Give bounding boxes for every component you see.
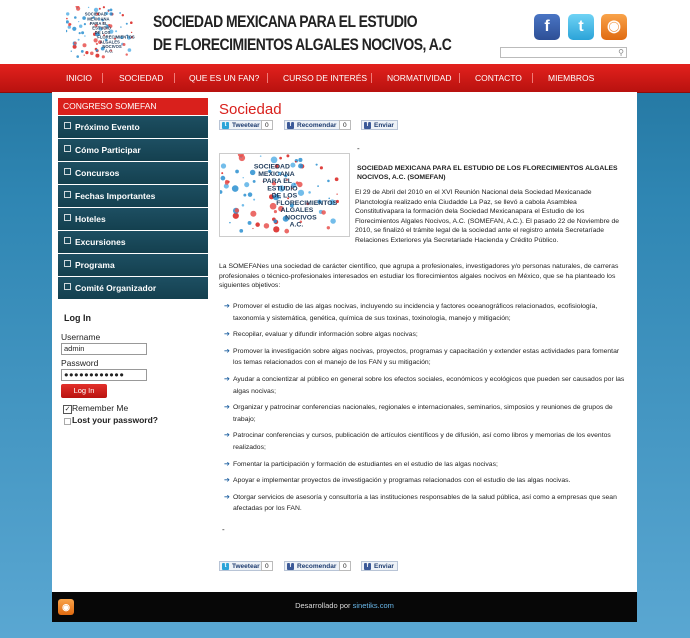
logo-dot: [78, 39, 80, 41]
sidebar-header: CONGRESO SOMEFAN: [58, 98, 208, 115]
tweet-count: 0: [261, 561, 273, 571]
logo-word: A.C.: [104, 48, 114, 54]
logo-dot: [102, 55, 105, 58]
logo-dot: [74, 16, 77, 19]
logo-dot: [110, 9, 113, 12]
recommend-button[interactable]: [284, 561, 340, 571]
logo-dot: [298, 163, 303, 168]
logo-word: FLORECIMIENTOS: [276, 199, 338, 207]
logo-dot: [79, 32, 81, 34]
sidebar-item-excursiones[interactable]: [58, 231, 208, 253]
logo-dot: [99, 8, 101, 10]
logo-dot: [108, 10, 109, 11]
logo-dot: [260, 155, 262, 157]
search-input[interactable]: [500, 47, 627, 58]
sidebar-item-comite-organizador[interactable]: [58, 277, 208, 299]
site-footer: [52, 592, 637, 622]
somefan-logo[interactable]: [66, 6, 138, 60]
objective-text: Ayudar a concientizar al público en general sobre los efectos sociales, económicos y ecológicos que pueden ser causados por las algas nocivas;: [233, 375, 625, 395]
main-nav: [0, 64, 690, 93]
send-button[interactable]: [361, 120, 398, 130]
sidebar-item-proximo-evento[interactable]: [58, 116, 208, 138]
sidebar-item-label: Próximo Evento: [75, 122, 140, 132]
nav-miembros[interactable]: MIEMBROS: [548, 73, 595, 83]
tweet-label: Tweetear: [232, 122, 260, 129]
facebook-icon: f: [287, 122, 294, 129]
logo-dot: [335, 177, 339, 181]
nav-curso-de-interes[interactable]: CURSO DE INTERÉS: [283, 73, 368, 83]
logo-dot: [66, 12, 69, 15]
nav-sociedad[interactable]: SOCIEDAD: [119, 73, 164, 83]
logo-dot: [76, 55, 79, 58]
site-title[interactable]: [153, 10, 451, 56]
logo-dot: [225, 180, 228, 183]
objective-item: [224, 301, 629, 324]
objective-text: Recopilar, evaluar y difundir información sobre algas nocivas;: [233, 331, 418, 339]
sidebar-item-label: Cómo Participar: [75, 145, 141, 155]
sidebar-item-label: Excursiones: [75, 237, 126, 247]
logo-dot: [66, 20, 69, 23]
recommend-label: Recomendar: [297, 122, 337, 129]
logo-dot: [296, 181, 299, 184]
separator-dash: -: [222, 525, 225, 534]
logo-word: NOCIVOS: [102, 43, 122, 49]
history-text: El 29 de Abril del 2010 en el XVI Reunión Nacional dela Sociedad Mexicanade Planctología realizado enla Ciudadde La Paz, se llevó a cabola Asamblea Constitutivapara la formación dela Sociedad Mexicanapara el Estudio de los Florecimientos Algales Nocivos, A.C. (SOMEFAN, A.C.). El pasado 22 de Noviembre de 2010, se finalizó el trámite legal de la sociedad ante el registro antela Secretaríade Relaciones Exteriores yla Secretaríade Hacienda y Crédito Público.: [355, 189, 620, 244]
sidebar-item-como-participar[interactable]: [58, 139, 208, 161]
logo-word: ALGALES: [99, 39, 120, 45]
logo-dot: [84, 35, 86, 37]
nav-separator: [267, 73, 268, 83]
logo-dot: [72, 27, 76, 31]
footer-credit: [52, 601, 637, 610]
remember-me-checkbox[interactable]: ✓: [64, 406, 71, 413]
twitter-icon[interactable]: t: [568, 14, 594, 40]
logo-dot: [83, 43, 87, 47]
objective-item: [224, 329, 629, 341]
logo-word: DE LOS: [94, 30, 111, 36]
facebook-icon: f: [364, 122, 371, 129]
logo-word: PARA EL: [89, 20, 108, 26]
password-label: Password: [61, 358, 99, 368]
logo-dot: [123, 43, 126, 46]
login-title: Log In: [64, 313, 91, 323]
logo-word: SOCIEDAD: [84, 11, 107, 17]
objective-text: Patrocinar conferencias y cursos, publicación de artículos científicos y de difusión, así como libros y memorias de los eventos realizados;: [233, 432, 611, 451]
sidebar-item-label: Fechas Importantes: [75, 191, 156, 201]
square-bullet-icon: [64, 214, 71, 221]
arrow-bullet-icon: ➔: [224, 347, 230, 355]
nav-separator: [459, 73, 460, 83]
sidebar-item-label: Concursos: [75, 168, 120, 178]
objective-item: [224, 492, 629, 515]
arrow-bullet-icon: ➔: [224, 303, 230, 310]
username-label: Username: [61, 332, 101, 342]
objectives-list: [224, 301, 629, 520]
rss-icon[interactable]: ◉: [601, 14, 627, 40]
recommend-button[interactable]: [284, 120, 340, 130]
logo-word: A.C.: [289, 221, 304, 229]
sidebar-menu: [58, 116, 208, 300]
username-field[interactable]: admin: [61, 343, 147, 355]
square-bullet-icon: [64, 168, 71, 175]
logo-dot: [95, 54, 99, 58]
history-paragraph: [219, 188, 621, 246]
page-body: [52, 92, 637, 622]
send-label: Enviar: [374, 563, 394, 570]
objective-text: Organizar y patrocinar conferencias nacionales, regionales e internacionales, seminarios, simposios y reuniones de grupos de trabajo;: [233, 404, 613, 423]
tweet-button[interactable]: [219, 120, 264, 130]
logo-dot: [221, 172, 223, 174]
nav-separator: [532, 73, 533, 83]
image-float-space: [219, 188, 355, 244]
logo-dot: [78, 21, 79, 22]
logo-dot: [290, 163, 295, 168]
arrow-bullet-icon: ➔: [224, 477, 230, 485]
objective-item: [224, 346, 629, 369]
sidebar-item-fechas-importantes[interactable]: [58, 185, 208, 207]
logo-dot: [295, 161, 297, 163]
developer-link[interactable]: sinetiks.com: [352, 601, 394, 610]
logo-word: SOCIEDAD: [253, 163, 290, 171]
site-title-line2: DE FLORECIMIENTOS ALGALES NOCIVOS, A.C: [153, 35, 452, 54]
organization-name: SOCIEDAD MEXICANA PARA EL ESTUDIO DE LOS FLORECIMIENTOS ALGALES NOCIVOS, A.C. (SOMEFAN): [357, 165, 618, 181]
logo-dot: [130, 21, 133, 24]
logo-word: NOCIVOS: [285, 214, 317, 222]
arrow-bullet-icon: ➔: [224, 404, 230, 412]
password-field[interactable]: ●●●●●●●●●●●●: [61, 369, 147, 381]
facebook-icon: f: [287, 563, 294, 570]
logo-dot: [90, 52, 94, 56]
site-header: [0, 0, 690, 64]
logo-word: MEXICANA: [258, 170, 295, 178]
logo-dot: [317, 185, 319, 187]
arrow-bullet-icon: ➔: [224, 432, 230, 440]
search-icon[interactable]: ⚲: [618, 48, 624, 57]
arrow-bullet-icon: ➔: [224, 375, 230, 383]
logo-dot: [115, 30, 117, 32]
logo-dot: [74, 42, 77, 45]
login-button[interactable]: Log In: [61, 384, 107, 398]
logo-dot: [221, 176, 226, 181]
logo-dot: [79, 25, 82, 28]
objective-text: Apoyar e implementar proyectos de investigación y programas relacionados con el estudio de las algas nocivas.: [233, 477, 571, 485]
logo-dot: [84, 23, 86, 25]
logo-dot: [316, 164, 318, 166]
logo-dot: [68, 23, 70, 25]
twitter-icon: t: [222, 122, 229, 129]
nav-normatividad[interactable]: NORMATIVIDAD: [387, 73, 452, 83]
logo-dot: [286, 154, 289, 157]
logo-dot: [126, 53, 128, 55]
objective-text: Promover la investigación sobre algas nocivas, proyectos, programas y capacitación y extender estas actividades para fomentar los temas relacionados con el manejo de los FAN y su mitigación;: [233, 347, 620, 367]
article-title: Sociedad: [219, 101, 282, 118]
twitter-icon: t: [222, 563, 229, 570]
recommend-count: 0: [339, 120, 351, 130]
objective-text: Promover el estudio de las algas nocivas, incluyendo su incidencia y factores oceanográficos relacionados, ecofisiología, taxonomía y sistemática, genética, química de sus toxinas, toxinología, manejo y mitigación;: [233, 303, 598, 322]
send-label: Enviar: [374, 122, 394, 129]
logo-dot: [84, 55, 85, 56]
logo-dot: [131, 32, 132, 33]
logo-dot: [120, 26, 121, 27]
square-bullet-icon: [64, 418, 71, 425]
facebook-icon[interactable]: f: [534, 14, 560, 40]
logo-dot: [122, 14, 124, 16]
objective-text: Otorgar servicios de asesoría y consultoría a las instituciones responsables de la salud pública, así como a empresas que sean afectadas por los FAN.: [233, 493, 617, 513]
objective-item: [224, 402, 629, 425]
sidebar-item-label: Programa: [75, 260, 115, 270]
tweet-label: Tweetear: [232, 563, 260, 570]
lost-password-link[interactable]: Lost your password?: [72, 415, 158, 425]
arrow-bullet-icon: ➔: [224, 493, 230, 501]
logo-dot: [71, 51, 72, 52]
logo-word: PARA EL: [262, 178, 292, 186]
square-bullet-icon: [64, 122, 71, 129]
rss-icon[interactable]: ◉: [58, 599, 74, 615]
logo-dot: [243, 177, 244, 178]
nav-que-es-un-fan[interactable]: QUE ES UN FAN?: [189, 73, 260, 83]
logo-dot: [81, 50, 84, 53]
logo-dot: [66, 18, 68, 20]
sidebar-item-label: Comité Organizador: [75, 283, 157, 293]
logo-dot: [253, 180, 256, 183]
arrow-bullet-icon: ➔: [224, 331, 230, 339]
nav-separator: [371, 73, 372, 83]
logo-word: FLORECIMIENTOS: [97, 34, 135, 40]
logo-dot: [126, 23, 128, 25]
logo-dot: [128, 48, 132, 52]
logo-dot: [103, 6, 105, 8]
site-title-line1: SOCIEDAD MEXICANA PARA EL ESTUDIO: [153, 12, 418, 31]
logo-dot: [88, 7, 89, 8]
tweet-count: 0: [261, 120, 273, 130]
logo-dot: [66, 30, 67, 33]
nav-separator: [102, 73, 103, 83]
logo-dot: [244, 182, 249, 187]
send-button[interactable]: [361, 561, 398, 571]
logo-dot: [235, 170, 239, 174]
facebook-icon: f: [364, 563, 371, 570]
square-bullet-icon: [64, 260, 71, 267]
nav-contacto[interactable]: CONTACTO: [475, 73, 522, 83]
arrow-bullet-icon: ➔: [224, 460, 230, 468]
logo-word: DE LOS: [271, 192, 298, 200]
logo-word: ALGALES: [280, 207, 314, 215]
logo-dot: [109, 12, 112, 15]
logo-dot: [279, 157, 282, 160]
logo-dot: [320, 166, 323, 169]
credit-prefix: Desarrollado por: [295, 601, 351, 610]
objective-item: [224, 459, 629, 471]
intro-paragraph: La SOMEFANes una sociedad de carácter científico, que agrupa a profesionales, investigadores y/o personas naturales, de carreras profesionales o técnico-profesionales interesados en estudiar los florecimientos algales nocivos en México, que se ha planteado los siguientes objetivos:: [219, 263, 619, 290]
logo-dot: [221, 163, 226, 168]
tweet-button[interactable]: [219, 561, 264, 571]
recommend-count: 0: [339, 561, 351, 571]
nav-inicio[interactable]: INICIO: [66, 73, 92, 83]
square-bullet-icon: [64, 237, 71, 244]
remember-me-label: Remember Me: [72, 403, 129, 413]
square-bullet-icon: [64, 145, 71, 152]
sidebar-item-programa[interactable]: [58, 254, 208, 276]
logo-dot: [96, 49, 99, 52]
recommend-label: Recomendar: [297, 563, 337, 570]
logo-word: ESTUDIO: [92, 25, 111, 31]
logo-word: MEXICANA: [87, 16, 110, 22]
objective-item: [224, 475, 629, 487]
objective-item: [224, 374, 629, 397]
square-bullet-icon: [64, 191, 71, 198]
logo-dot: [82, 16, 86, 20]
logo-word: ESTUDIO: [267, 185, 298, 193]
objective-item: [224, 430, 629, 453]
nav-separator: [174, 73, 175, 83]
logo-dot: [327, 180, 330, 183]
square-bullet-icon: [64, 283, 71, 290]
sidebar-item-concursos[interactable]: [58, 162, 208, 184]
sidebar-item-hoteles[interactable]: [58, 208, 208, 230]
logo-dot: [81, 31, 84, 34]
logo-dot: [119, 12, 121, 14]
logo-dot: [85, 51, 88, 54]
sidebar-item-label: Hoteles: [75, 214, 106, 224]
logo-dot: [271, 157, 278, 164]
objective-text: Fomentar la participación y formación de estudiantes en el estudio de las algas nocivas;: [233, 460, 498, 468]
logo-dot: [96, 43, 98, 45]
separator-dash: -: [357, 144, 360, 153]
logo-dot: [298, 158, 302, 162]
